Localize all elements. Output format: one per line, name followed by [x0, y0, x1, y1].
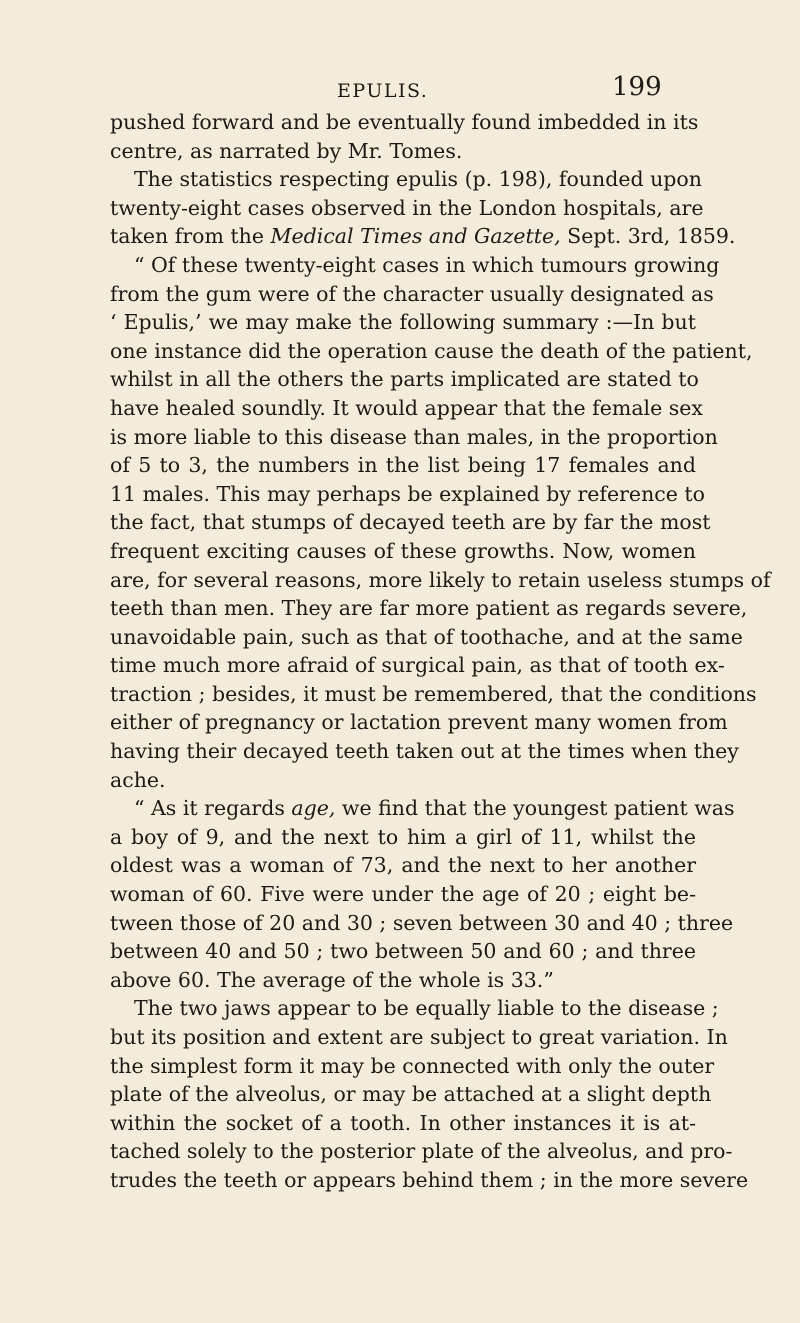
text-line: traction ; besides, it must be remembered, that the conditions: [110, 681, 757, 706]
text-line: between 40 and 50 ; two between 50 and 60 ; and three: [110, 939, 696, 964]
text-segment: taken from the: [110, 224, 271, 249]
text-line: centre, as narrated by Mr. Tomes.: [110, 138, 463, 163]
text-line: ache.: [110, 767, 166, 792]
body-text: [110, 108, 771, 1195]
italic-segment: Medical Times and Gazette,: [270, 224, 561, 249]
text-line: but its position and extent are subject to great variation. In: [110, 1025, 728, 1049]
text-line: one instance did the operation cause the death of the patient,: [110, 338, 753, 363]
text-segment: “ As it regards: [134, 796, 292, 821]
text-line: The statistics respecting epulis (p. 198), founded upon: [134, 167, 702, 192]
text-line: 11 males. This may perhaps be explained by reference to: [110, 481, 705, 506]
text-line: having their decayed teeth taken out at the times when they: [110, 739, 739, 764]
text-line: tween those of 20 and 30 ; seven between 30 and 40 ; three: [110, 910, 734, 935]
text-line: [110, 794, 735, 823]
text-line: plate of the alveolus, or may be attached at a slight depth: [110, 1082, 712, 1107]
text-line: have healed soundly. It would appear that the female sex: [110, 395, 703, 420]
text-line: the simplest form it may be connected with only the outer: [110, 1053, 715, 1078]
text-line: The two jaws appear to be equally liable to the disease ;: [134, 996, 719, 1021]
text-line: of 5 to 3, the numbers in the list being 17 females and: [110, 453, 696, 478]
text-line: woman of 60. Five were under the age of 20 ; eight be-: [110, 882, 696, 907]
text-line: within the socket of a tooth. In other instances it is at-: [110, 1110, 696, 1135]
italic-segment: age,: [291, 796, 336, 821]
text-line: is more liable to this disease than males, in the proportion: [110, 424, 718, 449]
text-line: tached solely to the posterior plate of the alveolus, and pro-: [110, 1139, 733, 1164]
text-line: frequent exciting causes of these growths. Now, women: [110, 538, 696, 563]
page-number: 199: [612, 72, 662, 102]
text-line: above 60. The average of the whole is 33.”: [110, 967, 554, 992]
running-head-title: EPULIS.: [337, 80, 429, 102]
text-line: twenty-eight cases observed in the London hospitals, are: [110, 195, 704, 220]
text-segment: Sept. 3rd, 1859.: [560, 224, 736, 249]
text-line: from the gum were of the character usually designated as: [110, 281, 714, 306]
text-line: unavoidable pain, such as that of toothache, and at the same: [110, 624, 743, 649]
text-line: are, for several reasons, more likely to retain useless stumps of: [110, 567, 771, 592]
text-line: ‘ Epulis,’ we may make the following summary :—In but: [110, 310, 696, 335]
text-line: time much more afraid of surgical pain, as that of tooth ex-: [110, 653, 725, 678]
text-segment: we find that the youngest patient was: [335, 796, 735, 821]
text-line: either of pregnancy or lactation prevent many women from: [110, 710, 728, 735]
running-head: [0, 62, 800, 102]
text-line: a boy of 9, and the next to him a girl of 11, whilst the: [110, 824, 696, 849]
text-line: pushed forward and be eventually found imbedded in its: [110, 110, 699, 134]
text-line: “ Of these twenty-eight cases in which tumours growing: [134, 252, 720, 277]
text-line: [110, 222, 736, 251]
text-line: whilst in all the others the parts implicated are stated to: [110, 367, 699, 392]
text-line: oldest was a woman of 73, and the next to her another: [110, 853, 696, 878]
text-line: the fact, that stumps of decayed teeth are by far the most: [110, 510, 711, 535]
text-line: teeth than men. They are far more patient as regards severe,: [110, 596, 748, 621]
text-line: trudes the teeth or appears behind them ; in the more severe: [110, 1167, 749, 1192]
